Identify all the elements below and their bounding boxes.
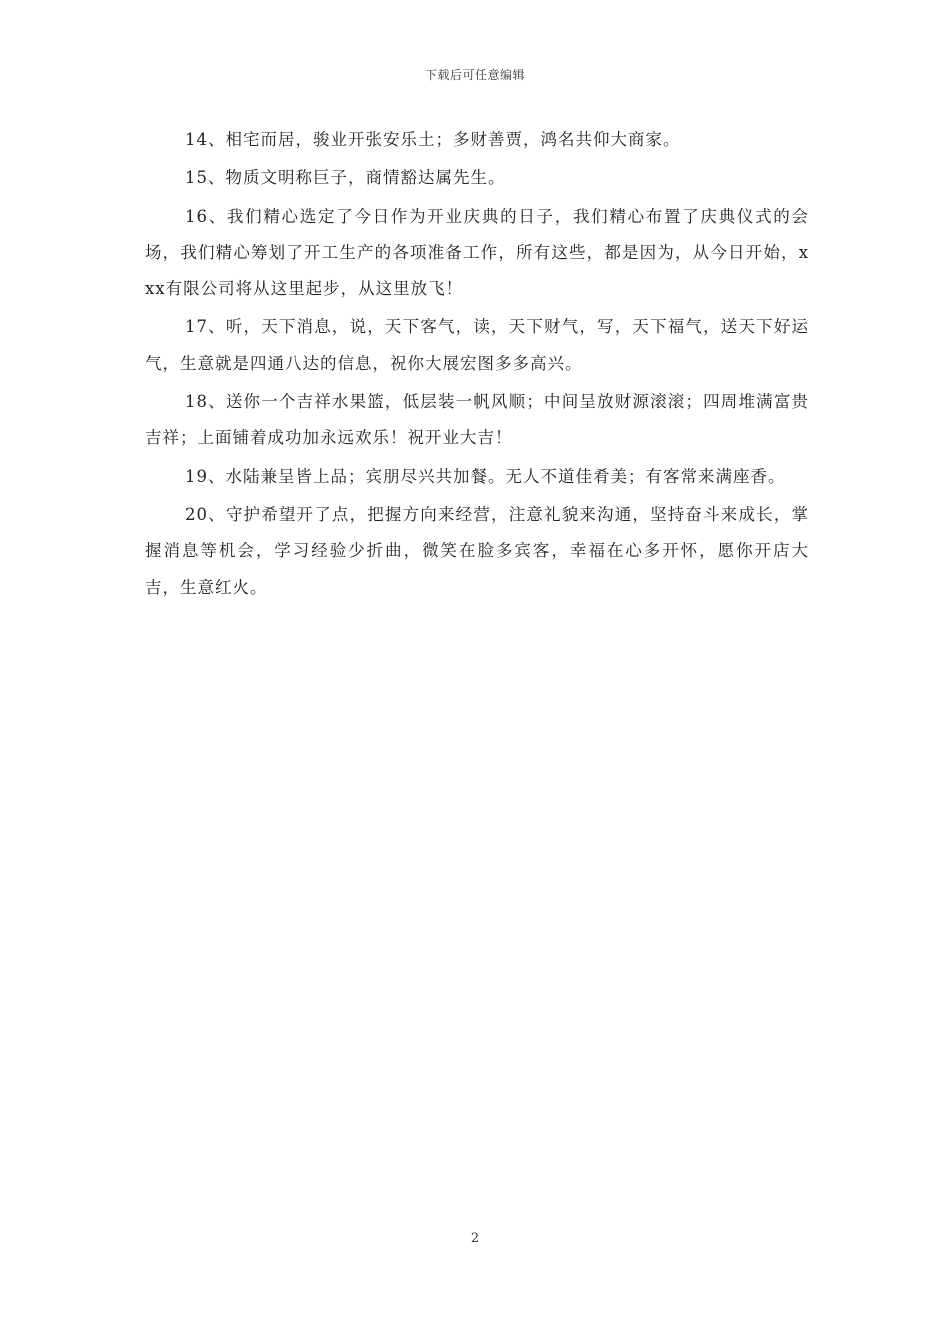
paragraph-17: 17、听，天下消息，说，天下客气，读，天下财气，写，天下福气，送天下好运气，生意就是四通八达的信息，祝你大展宏图多多高兴。	[145, 317, 809, 373]
paragraph-18: 18、送你一个吉祥水果篮，低层装一帆风顺；中间呈放财源滚滚；四周堆满富贵吉祥；上面铺着成功加永远欢乐！祝开业大吉！	[145, 392, 809, 448]
paragraph-20: 20、守护希望开了点，把握方向来经营，注意礼貌来沟通，坚持奋斗来成长，掌握消息等机会，学习经验少折曲，微笑在脸多宾客，幸福在心多开怀，愿你开店大吉，生意红火。	[145, 504, 809, 597]
paragraph-14: 14、相宅而居，骏业开张安乐土；多财善贾，鸿名共仰大商家。	[185, 130, 681, 149]
paragraph-15: 15、物质文明称巨子，商情豁达属先生。	[185, 168, 506, 188]
paragraph-16: 16、我们精心选定了今日作为开业庆典的日子，我们精心布置了庆典仪式的会场，我们精心筹划了开工生产的各项准备工作，所有这些，都是因为，从今日开始，xxx有限公司将从这里起步，从这里放飞！	[145, 206, 809, 299]
page-number: 2	[470, 1231, 480, 1246]
paragraph-19: 19、水陆兼呈皆上品；宾朋尽兴共加餐。无人不道佳肴美；有客常来满座香。	[185, 466, 786, 486]
header-note: 下载后可任意编辑	[424, 68, 525, 82]
document-body	[145, 122, 809, 608]
